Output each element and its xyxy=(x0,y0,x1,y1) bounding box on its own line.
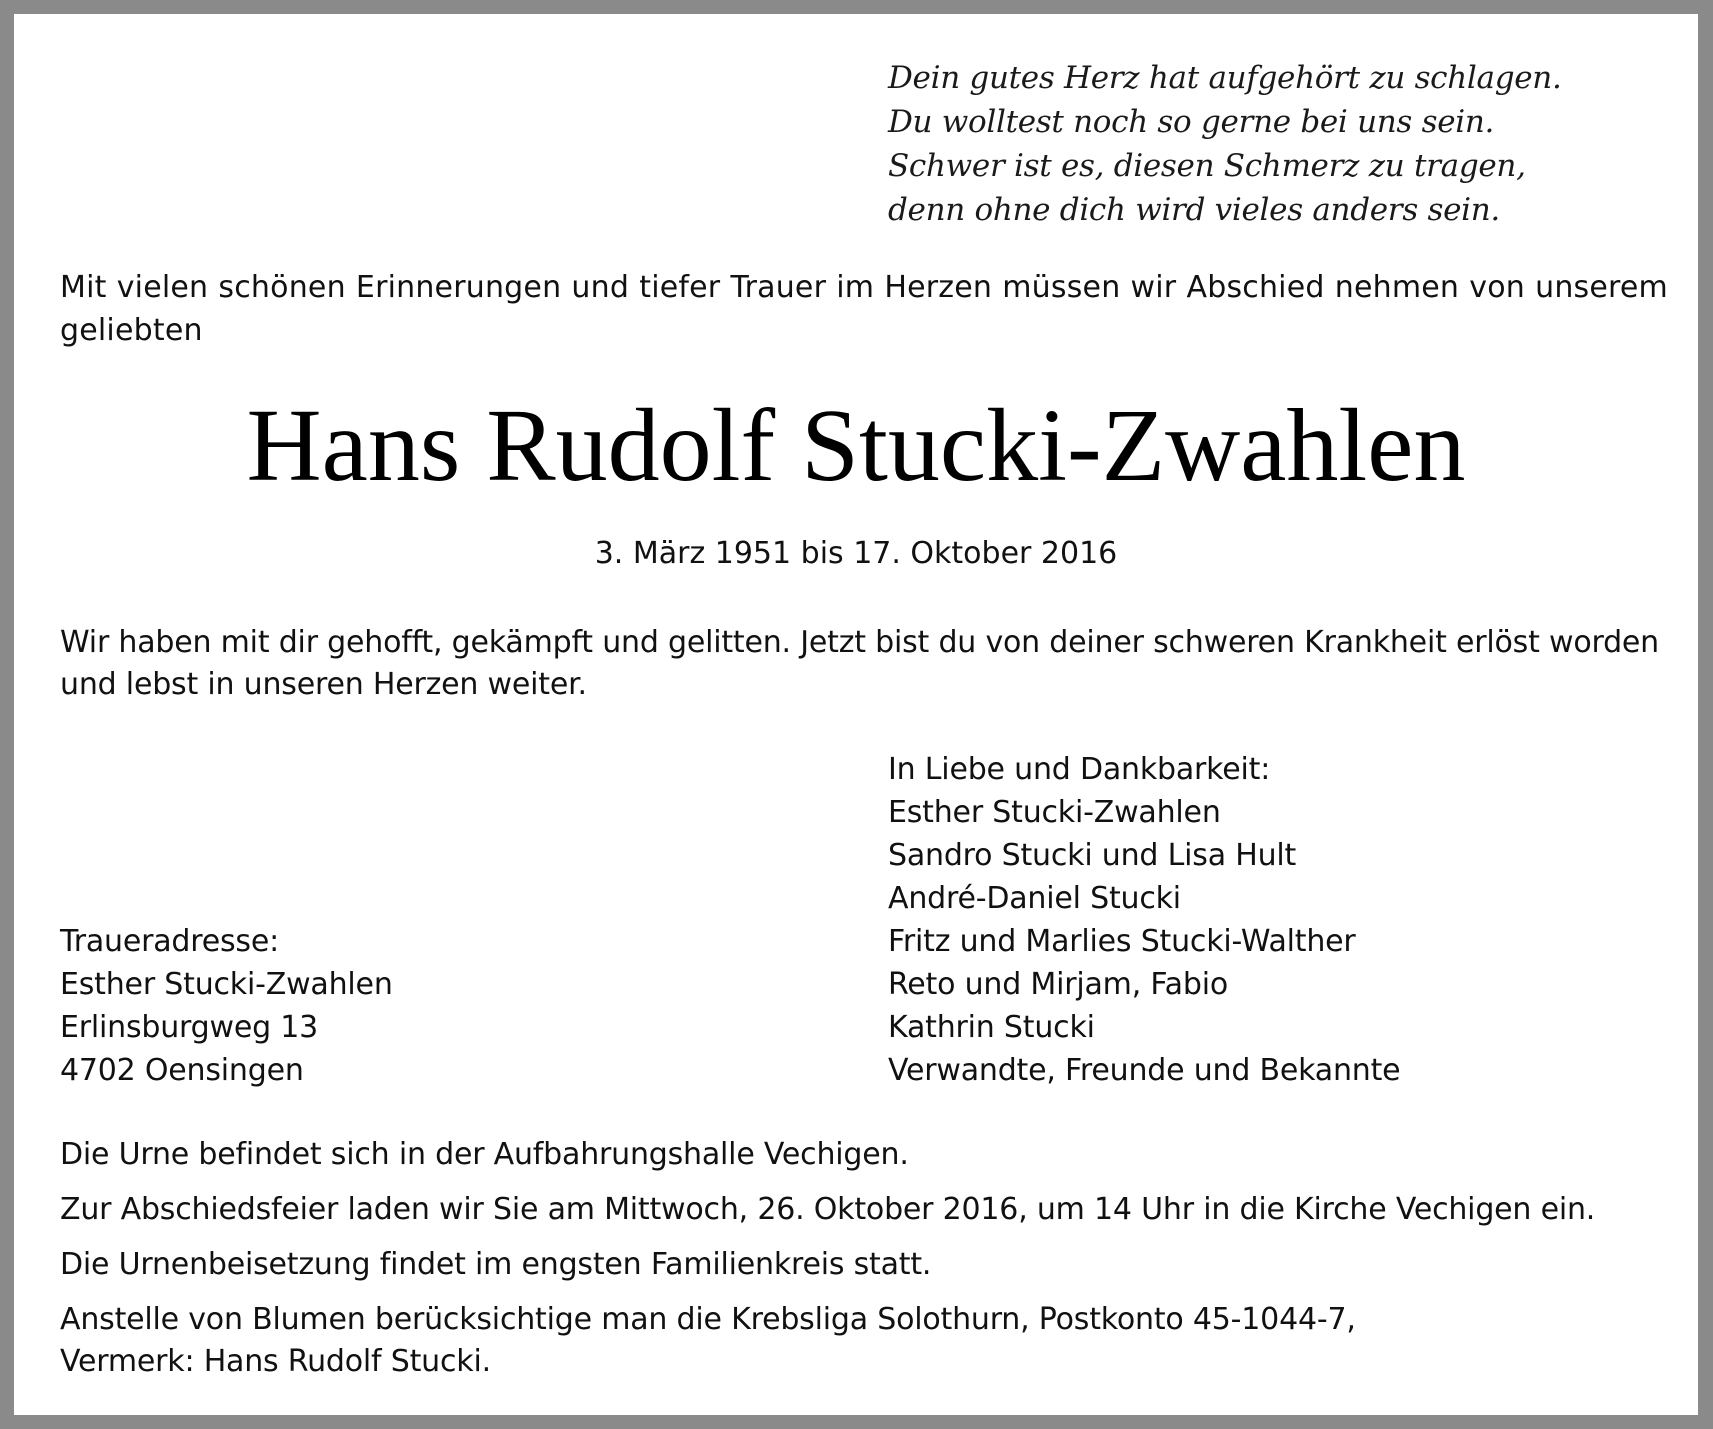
address-street: Erlinsburgweg 13 xyxy=(60,1010,319,1045)
deceased-name: Hans Rudolf Stucki-Zwahlen xyxy=(246,388,1466,503)
signer-name: Sandro Stucki und Lisa Hult xyxy=(888,838,1297,873)
urn-note: Die Urne befindet sich in der Aufbahrungshalle Vechigen. xyxy=(60,1137,909,1172)
signer-name: André-Daniel Stucki xyxy=(888,881,1181,916)
poem-line: denn ohne dich wird vieles anders sein. xyxy=(888,192,1500,228)
poem xyxy=(888,56,1562,232)
poem-line: Dein gutes Herz hat aufgehört zu schlagen. xyxy=(888,60,1562,96)
poem-line: Schwer ist es, diesen Schmerz zu tragen, xyxy=(888,148,1526,184)
burial-note: Die Urnenbeisetzung findet im engsten Familienkreis statt. xyxy=(60,1247,932,1282)
signer-name: Esther Stucki-Zwahlen xyxy=(888,795,1221,830)
signer-name: Kathrin Stucki xyxy=(888,1010,1095,1045)
signers-heading: In Liebe und Dankbarkeit: xyxy=(888,752,1271,787)
service-notes xyxy=(60,1134,1680,1396)
mourning-address xyxy=(60,920,393,1092)
life-dates: 3. März 1951 bis 17. Oktober 2016 xyxy=(594,536,1118,571)
poem-line: Du wolltest noch so gerne bei uns sein. xyxy=(888,104,1495,140)
memorial-paragraph: Wir haben mit dir gehofft, gekämpft und gelitten. Jetzt bist du von deiner schweren Krankheit erlöst worden und lebst in unseren Herzen weiter. xyxy=(60,625,1659,702)
ceremony-note: Zur Abschiedsfeier laden wir Sie am Mittwoch, 26. Oktober 2016, um 14 Uhr in die Kirche Vechigen ein. xyxy=(60,1192,1596,1227)
signer-name: Fritz und Marlies Stucki-Walther xyxy=(888,924,1356,959)
donation-line: Anstelle von Blumen berücksichtige man die Krebsliga Solothurn, Postkonto 45-1044-7, xyxy=(60,1302,1356,1337)
signer-name: Reto und Mirjam, Fabio xyxy=(888,967,1228,1002)
donation-note xyxy=(60,1299,1680,1383)
signer-name: Verwandte, Freunde und Bekannte xyxy=(888,1053,1401,1088)
donation-reference: Vermerk: Hans Rudolf Stucki. xyxy=(60,1344,491,1379)
address-city: 4702 Oensingen xyxy=(60,1053,304,1088)
signers-block xyxy=(888,748,1400,1092)
intro-text: Mit vielen schönen Erinnerungen und tiefer Trauer im Herzen müssen wir Abschied nehmen von unserem geliebten xyxy=(60,270,1668,348)
address-name: Esther Stucki-Zwahlen xyxy=(60,967,393,1002)
address-heading: Traueradresse: xyxy=(60,924,280,959)
obituary-notice xyxy=(14,14,1698,1415)
